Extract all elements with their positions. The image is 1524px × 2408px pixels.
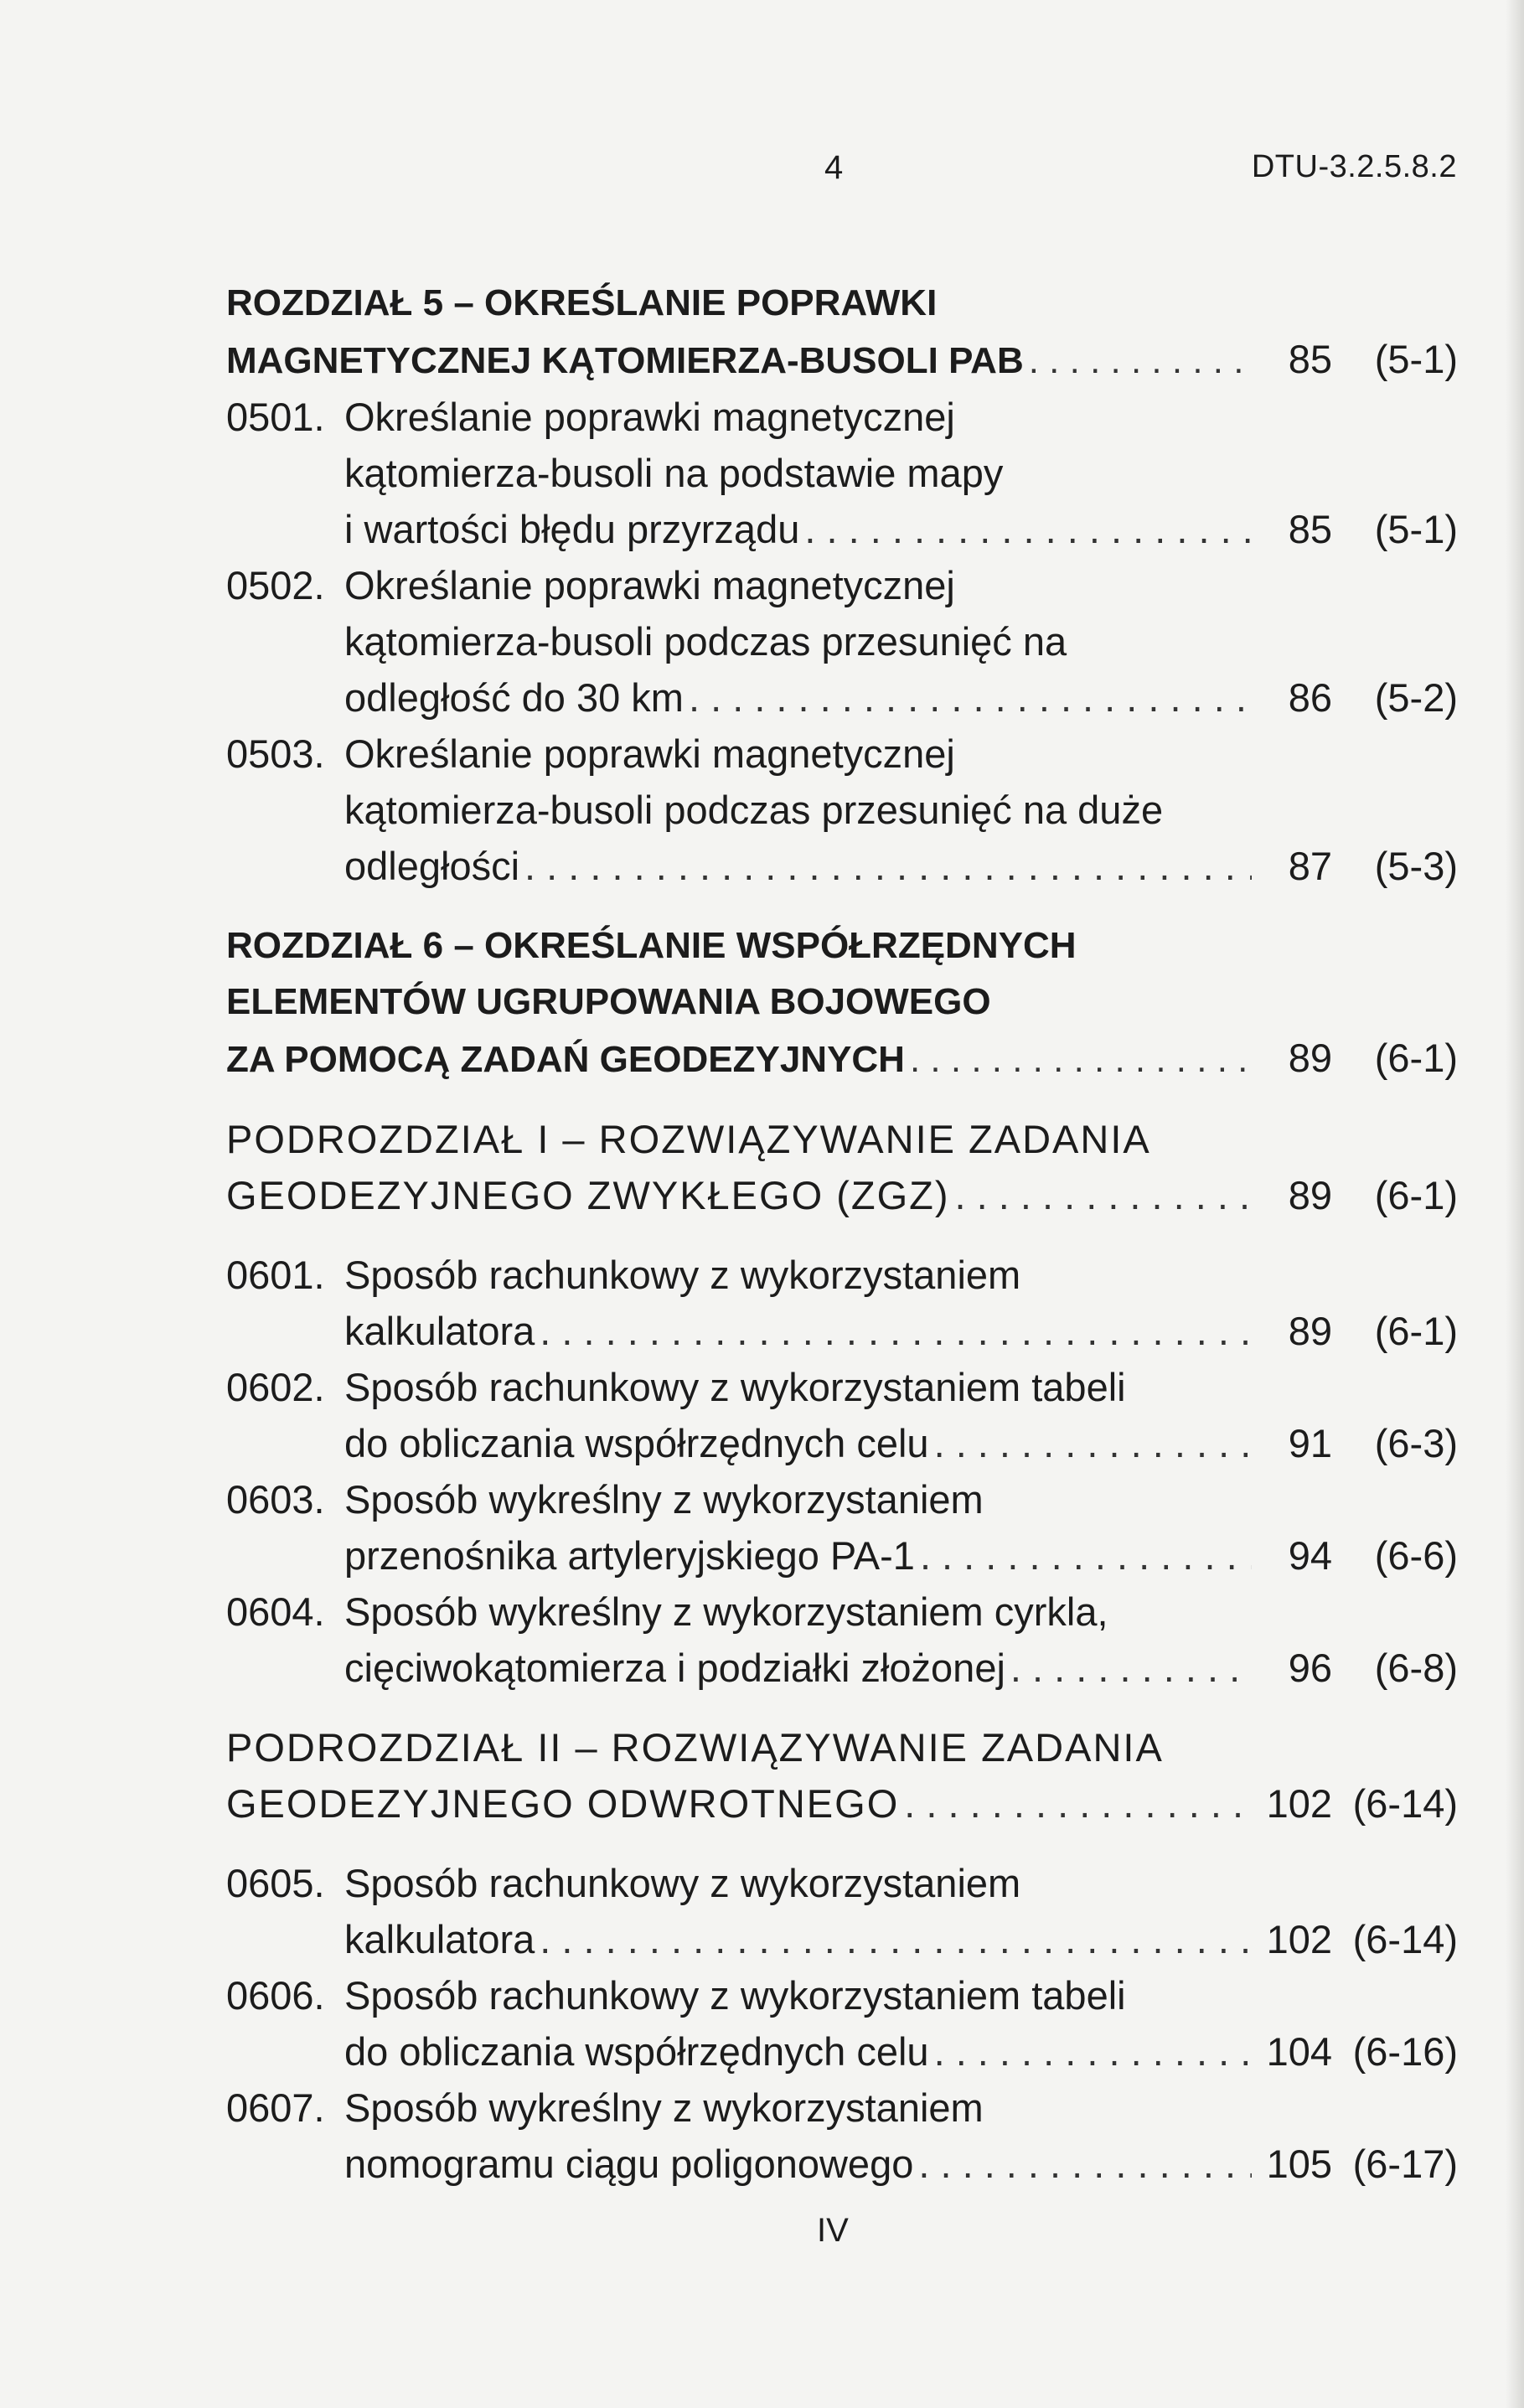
section-ref: (6-14) — [1352, 1917, 1458, 1961]
entry-title-line: nomogramu ciągu poligonowego — [344, 2142, 914, 2186]
page-number: 94 — [1288, 1533, 1332, 1578]
subchapter-title-line: GEODEZYJNEGO ZWYKŁEGO (ZGZ) — [226, 1173, 950, 1217]
entry-title-line: kalkulatora — [344, 1309, 535, 1353]
section-ref: (5-3) — [1374, 844, 1458, 888]
section-ref: (6-16) — [1352, 2029, 1458, 2074]
entry-title-line: Określanie poprawki magnetycznej — [344, 731, 955, 776]
header-doc-code: DTU-3.2.5.8.2 — [1251, 149, 1457, 184]
dot-leader — [1029, 333, 1252, 389]
dot-leader — [934, 2023, 1252, 2080]
toc-entry-0602[interactable] — [226, 1359, 1458, 1471]
entry-number: 0602. — [226, 1365, 325, 1409]
entry-number: 0502. — [226, 563, 325, 607]
toc-entry-0601[interactable] — [226, 1247, 1458, 1359]
entry-title-line: kątomierza-busoli podczas przesunięć na — [344, 619, 1067, 664]
entry-title-line: Sposób wykreślny z wykorzystaniem — [344, 1477, 984, 1522]
header-page-number: 4 — [824, 149, 844, 186]
entry-title-line: odległości — [344, 844, 520, 888]
chapter-title-line: MAGNETYCZNEJ KĄTOMIERZA-BUSOLI PAB — [226, 340, 1024, 381]
page-number: 105 — [1266, 2142, 1332, 2186]
toc-subchapter-1[interactable] — [226, 1111, 1458, 1223]
entry-number: 0603. — [226, 1477, 325, 1522]
dot-leader — [910, 1031, 1252, 1088]
toc-entry-0606[interactable] — [226, 1967, 1458, 2080]
entry-title-line: kalkulatora — [344, 1917, 535, 1961]
subchapter-title-line: PODROZDZIAŁ I – ROZWIĄZYWANIE ZADANIA — [226, 1117, 1151, 1161]
section-ref: (6-8) — [1374, 1646, 1458, 1690]
dot-leader — [904, 1775, 1252, 1832]
entry-number: 0601. — [226, 1253, 325, 1297]
section-ref: (6-6) — [1374, 1533, 1458, 1578]
entry-title-line: Sposób wykreślny z wykorzystaniem cyrkla, — [344, 1589, 1108, 1634]
chapter-title-line: ROZDZIAŁ 5 – OKREŚLANIE POPRAWKI — [226, 282, 938, 323]
entry-title-line: Określanie poprawki magnetycznej — [344, 395, 955, 439]
section-ref: (6-14) — [1352, 1781, 1458, 1826]
entry-title-line: Określanie poprawki magnetycznej — [344, 563, 955, 607]
subchapter-title-line: PODROZDZIAŁ II – ROZWIĄZYWANIE ZADANIA — [226, 1725, 1164, 1770]
page-number: 102 — [1266, 1917, 1332, 1961]
section-ref: (6-17) — [1352, 2142, 1458, 2186]
subchapter-title-line: GEODEZYJNEGO ODWROTNEGO — [226, 1781, 900, 1826]
entry-number: 0604. — [226, 1589, 325, 1634]
page-number: 86 — [1288, 675, 1332, 720]
toc-chapter-6[interactable] — [226, 917, 1458, 1088]
dot-leader — [934, 1415, 1252, 1471]
toc-entry-0502[interactable] — [226, 557, 1458, 726]
chapter-title-line: ELEMENTÓW UGRUPOWANIA BOJOWEGO — [226, 981, 991, 1022]
section-ref: (5-2) — [1374, 675, 1458, 720]
dot-leader — [955, 1167, 1253, 1223]
entry-title-line: cięciwokątomierza i podziałki złożonej — [344, 1646, 1005, 1690]
dot-leader — [918, 2136, 1252, 2192]
dot-leader — [540, 1303, 1252, 1359]
entry-title-line: Sposób rachunkowy z wykorzystaniem — [344, 1861, 1021, 1905]
entry-number: 0503. — [226, 731, 325, 776]
dot-leader — [804, 501, 1252, 557]
page-number: 85 — [1288, 337, 1332, 381]
entry-title-line: Sposób wykreślny z wykorzystaniem — [344, 2085, 984, 2130]
entry-title-line: Sposób rachunkowy z wykorzystaniem — [344, 1253, 1021, 1297]
entry-title-line: odległość do 30 km — [344, 675, 684, 720]
toc-subchapter-2[interactable] — [226, 1719, 1458, 1832]
dot-leader — [1010, 1640, 1252, 1696]
chapter-title-line: ROZDZIAŁ 6 – OKREŚLANIE WSPÓŁRZĘDNYCH — [226, 925, 1077, 966]
page-number: 102 — [1266, 1781, 1332, 1826]
chapter-title-line: ZA POMOCĄ ZADAŃ GEODEZYJNYCH — [226, 1039, 905, 1080]
page-number: 104 — [1266, 2029, 1332, 2074]
entry-number: 0606. — [226, 1973, 325, 2018]
entry-title-line: Sposób rachunkowy z wykorzystaniem tabeli — [344, 1365, 1126, 1409]
footer-roman-page-number: IV — [817, 2212, 849, 2249]
entry-title-line: do obliczania współrzędnych celu — [344, 2029, 929, 2074]
page-number: 89 — [1288, 1309, 1332, 1353]
dot-leader — [920, 1527, 1252, 1584]
dot-leader — [540, 1911, 1252, 1967]
section-ref: (5-1) — [1374, 337, 1458, 381]
toc-entry-0605[interactable] — [226, 1855, 1458, 1967]
entry-number: 0607. — [226, 2085, 325, 2130]
entry-title-line: przenośnika artyleryjskiego PA-1 — [344, 1533, 915, 1578]
entry-title-line: i wartości błędu przyrządu — [344, 507, 800, 551]
section-ref: (6-3) — [1374, 1421, 1458, 1465]
entry-number: 0501. — [226, 395, 325, 439]
toc-entry-0501[interactable] — [226, 389, 1458, 557]
toc-entry-0604[interactable] — [226, 1584, 1458, 1696]
toc-entry-0603[interactable] — [226, 1471, 1458, 1584]
entry-title-line: kątomierza-busoli na podstawie mapy — [344, 451, 1004, 495]
page-edge-shadow — [1506, 0, 1524, 2408]
section-ref: (6-1) — [1374, 1036, 1458, 1080]
page-number: 85 — [1288, 507, 1332, 551]
table-of-contents — [226, 251, 1458, 2192]
section-ref: (6-1) — [1374, 1309, 1458, 1353]
entry-number: 0605. — [226, 1861, 325, 1905]
dot-leader — [689, 669, 1252, 726]
dot-leader — [524, 838, 1252, 894]
toc-chapter-5[interactable] — [226, 275, 1458, 389]
entry-title-line: do obliczania współrzędnych celu — [344, 1421, 929, 1465]
entry-title-line: Sposób rachunkowy z wykorzystaniem tabeli — [344, 1973, 1126, 2018]
section-ref: (6-1) — [1374, 1173, 1458, 1217]
section-ref: (5-1) — [1374, 507, 1458, 551]
page-number: 89 — [1288, 1036, 1332, 1080]
toc-entry-0607[interactable] — [226, 2080, 1458, 2192]
page-number: 91 — [1288, 1421, 1332, 1465]
page-number: 96 — [1288, 1646, 1332, 1690]
page-number: 87 — [1288, 844, 1332, 888]
toc-entry-0503[interactable] — [226, 726, 1458, 894]
entry-title-line: kątomierza-busoli podczas przesunięć na duże — [344, 788, 1164, 832]
page-number: 89 — [1288, 1173, 1332, 1217]
